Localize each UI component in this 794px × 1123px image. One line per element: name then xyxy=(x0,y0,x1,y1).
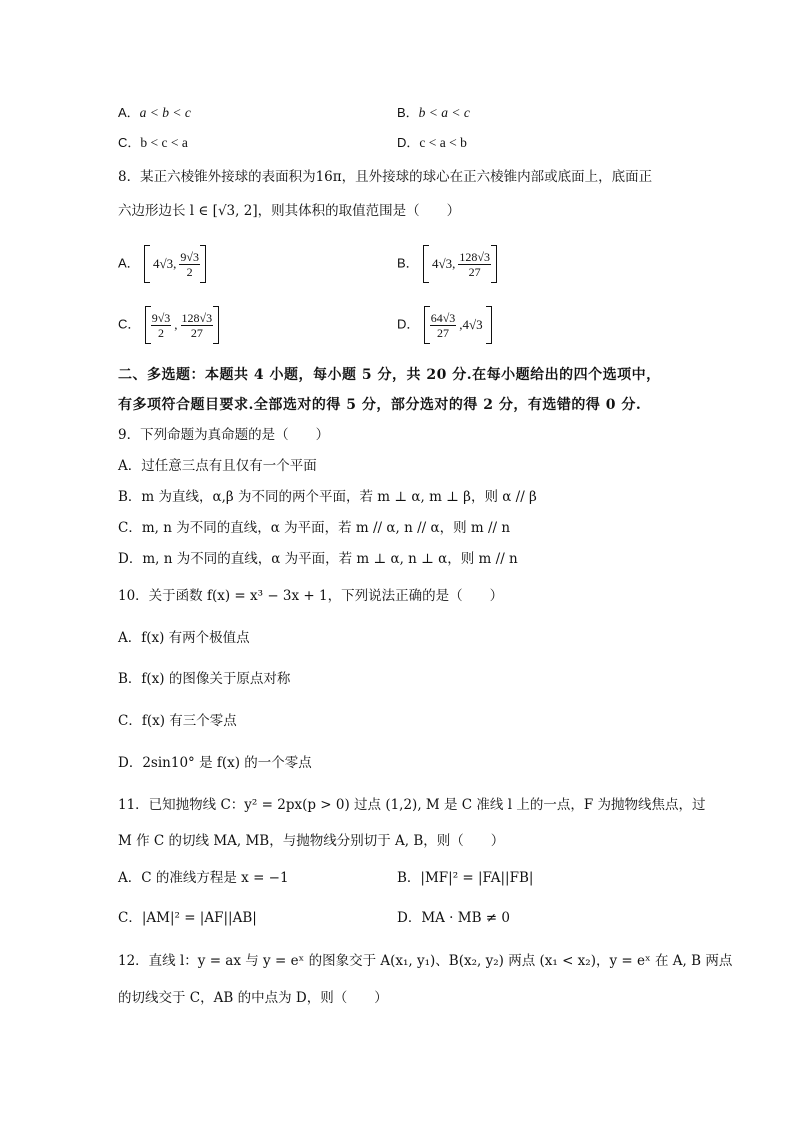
fraction xyxy=(458,250,491,279)
right-bracket xyxy=(491,245,497,283)
q10-stem: 10．关于函数 f(x) = x³ − 3x + 1，下列说法正确的是（ ） xyxy=(118,588,504,604)
q9-stem: 9．下列命题为真命题的是（ ） xyxy=(118,427,330,443)
interval-left: 4√3, xyxy=(431,256,456,271)
option-label: C． xyxy=(118,316,141,332)
fraction xyxy=(181,311,214,340)
q8-option-d xyxy=(397,306,492,344)
option-text: a < b < c xyxy=(139,105,191,120)
numerator: 64√3 xyxy=(430,310,456,325)
q12-stem-line2: 的切线交于 C，AB 的中点为 D，则（ ） xyxy=(118,990,388,1006)
q12-stem-line1: 12．直线 l：y = ax 与 y = eˣ 的图象交于 A(x₁, y₁)、B(x₂, y₂) 两点 (x₁ < x₂)，y = eˣ 在 A, B 两点 xyxy=(118,953,733,969)
q11-stem-line1: 11．已知抛物线 C：y² = 2px(p > 0) 过点 (1,2), M 是 C 准线 l 上的一点，F 为抛物线焦点，过 xyxy=(118,797,706,813)
q9-option-a: A．过任意三点有且仅有一个平面 xyxy=(118,458,317,474)
option-text: c < a < b xyxy=(419,135,467,150)
option-label: B． xyxy=(397,105,419,120)
fraction xyxy=(179,250,200,279)
fraction xyxy=(430,311,457,340)
q8-stem-line1: 8．某正六棱锥外接球的表面积为16π，且外接球的球心在正六棱锥内部或底面上，底面正 xyxy=(118,169,653,185)
option-label: A． xyxy=(118,255,140,271)
numerator: 128√3 xyxy=(459,249,490,264)
interval-right: ,4√3 xyxy=(459,317,483,332)
section-heading-line1: 二、多选题：本题共 4 小题，每小题 5 分，共 20 分.在每小题给出的四个选项中， xyxy=(118,367,661,383)
q8-option-a xyxy=(118,245,206,283)
q7-option-d xyxy=(397,134,467,152)
interval-left: 4√3, xyxy=(152,256,177,271)
q8-stem-line2: 六边形边长 l ∈ [√3, 2]，则其体积的取值范围是（ ） xyxy=(118,203,461,219)
numerator: 128√3 xyxy=(181,310,213,325)
q10-option-c: C．f(x) 有三个零点 xyxy=(118,713,237,729)
q10-option-a: A．f(x) 有两个极值点 xyxy=(118,630,250,646)
option-label: D． xyxy=(397,135,420,150)
denominator: 27 xyxy=(468,264,481,279)
q11-option-b: B．|MF|² = |FA||FB| xyxy=(397,870,534,886)
right-bracket xyxy=(486,306,492,344)
option-text: b < c < a xyxy=(140,135,188,150)
q8-option-b xyxy=(397,245,497,283)
numerator: 9√3 xyxy=(180,249,199,264)
q10-option-b: B．f(x) 的图像关于原点对称 xyxy=(118,671,291,687)
q11-option-a: A．C 的准线方程是 x = −1 xyxy=(118,870,289,886)
right-bracket xyxy=(213,306,219,344)
denominator: 2 xyxy=(186,264,193,279)
q7-option-b xyxy=(397,104,470,122)
fraction xyxy=(151,311,172,340)
q9-option-b: B．m 为直线，α,β 为不同的两个平面，若 m ⊥ α, m ⊥ β，则 α // β xyxy=(118,489,537,505)
q10-option-d: D．2sin10° 是 f(x) 的一个零点 xyxy=(118,755,312,771)
q9-option-d: D．m, n 为不同的直线，α 为平面，若 m ⊥ α, n ⊥ α，则 m // n xyxy=(118,551,518,567)
q9-option-c: C．m, n 为不同的直线，α 为平面，若 m // α, n // α，则 m // n xyxy=(118,520,511,536)
option-label: D． xyxy=(397,316,420,332)
denominator: 27 xyxy=(190,325,203,340)
numerator: 9√3 xyxy=(151,310,171,325)
denominator: 2 xyxy=(157,325,164,340)
option-label: C． xyxy=(118,135,141,150)
q7-option-a xyxy=(118,104,191,122)
q7-option-c xyxy=(118,134,188,152)
denominator: 27 xyxy=(436,325,449,340)
section-heading-line2: 有多项符合题目要求.全部选对的得 5 分，部分选对的得 2 分，有选错的得 0 分. xyxy=(118,397,642,413)
right-bracket xyxy=(200,245,206,283)
option-text: b < a < c xyxy=(418,105,470,120)
option-label: A． xyxy=(118,105,140,120)
q11-option-c: C．|AM|² = |AF||AB| xyxy=(118,910,257,926)
q8-option-c: C． $\frac{9√3}{2}$ , $\frac{128√3}{27}$ xyxy=(118,306,219,344)
option-label: B． xyxy=(397,255,419,271)
q11-option-d: D．MA · MB ≠ 0 xyxy=(397,910,510,926)
q11-stem-line2: M 作 C 的切线 MA, MB，与抛物线分别切于 A, B，则（ ） xyxy=(118,833,505,849)
